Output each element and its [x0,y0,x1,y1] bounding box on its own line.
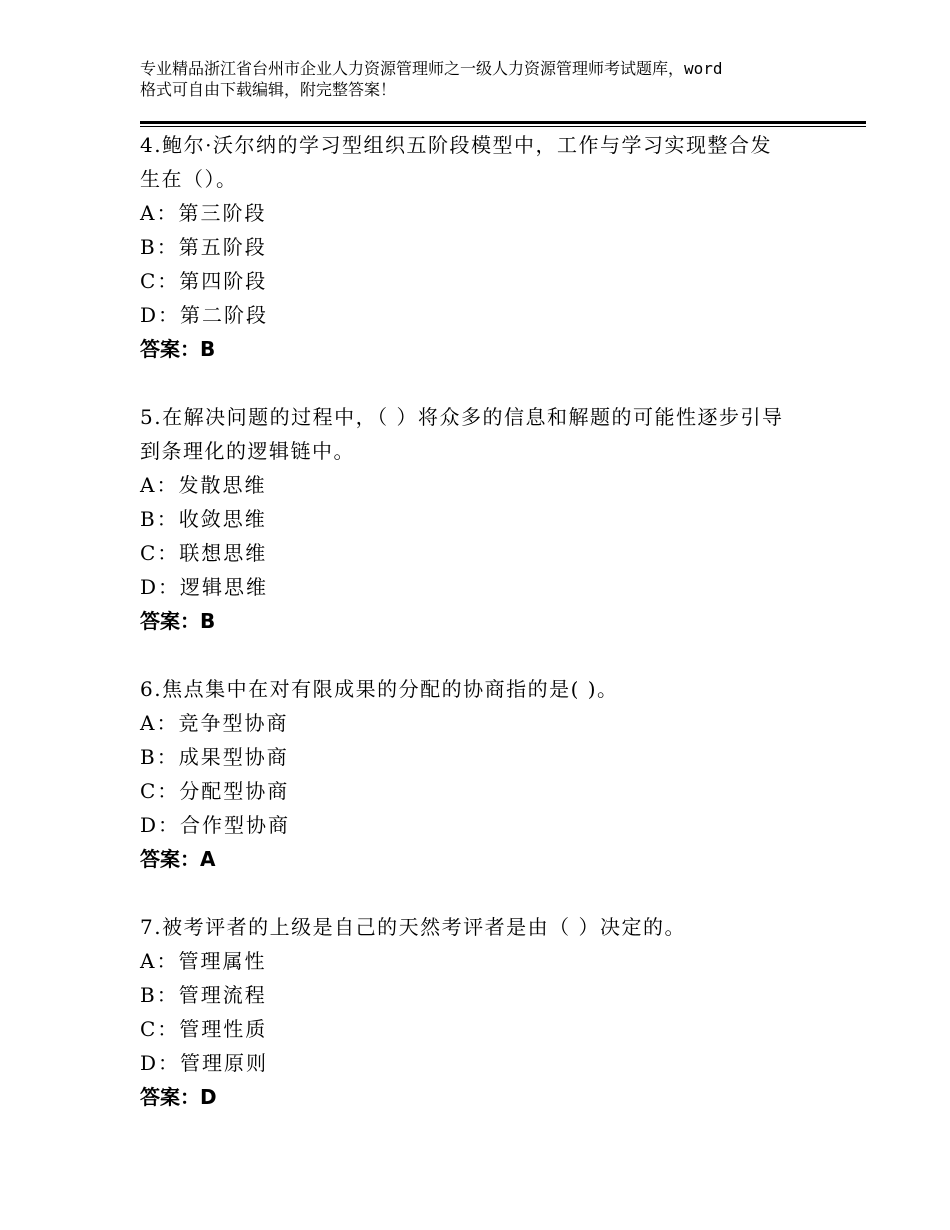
header-line-2: 格式可自由下载编辑，附完整答案！ [140,80,397,99]
question-spacer [140,876,840,910]
option-b: B：管理流程 [140,983,267,1007]
option-d: D：管理原则 [140,1051,269,1075]
answer-label: 答案：D [140,1085,217,1109]
question-stem-continued: 生在（）。 [140,167,238,191]
question-stem: 4.鲍尔·沃尔纳的学习型组织五阶段模型中，工作与学习实现整合发 [140,133,772,157]
question-stem: 7.被考评者的上级是自己的天然考评者是由（ ）决定的。 [140,915,686,939]
option-c: C：管理性质 [140,1017,268,1041]
option-c: C：分配型协商 [140,779,290,803]
document-header [140,58,840,100]
option-a: A：第三阶段 [140,201,267,225]
answer-label: 答案：A [140,847,216,871]
option-b: B：收敛思维 [140,507,267,531]
header-rule-thin [140,126,866,127]
question-stem-continued: 到条理化的逻辑链中。 [140,439,355,463]
question-6 [140,672,840,876]
option-a: A：管理属性 [140,949,267,973]
header-line-1: 专业精品浙江省台州市企业人力资源管理师之一级人力资源管理师考试题库，word [140,59,723,78]
answer-label: 答案：B [140,609,216,633]
option-b: B：第五阶段 [140,235,267,259]
answer-label: 答案：B [140,337,216,361]
option-d: D：合作型协商 [140,813,291,837]
question-7 [140,910,840,1114]
question-5 [140,400,840,638]
question-stem: 6.焦点集中在对有限成果的分配的协商指的是( )。 [140,677,619,701]
option-b: B：成果型协商 [140,745,289,769]
question-spacer [140,638,840,672]
option-a: A：竞争型协商 [140,711,289,735]
option-c: C：联想思维 [140,541,268,565]
question-list [140,128,840,1114]
question-stem: 5.在解决问题的过程中，（ ）将众多的信息和解题的可能性逐步引导 [140,405,784,429]
header-rule-thick [140,121,866,124]
option-a: A：发散思维 [140,473,267,497]
option-d: D：第二阶段 [140,303,269,327]
question-4 [140,128,840,366]
question-spacer [140,366,840,400]
option-d: D：逻辑思维 [140,575,269,599]
option-c: C：第四阶段 [140,269,268,293]
